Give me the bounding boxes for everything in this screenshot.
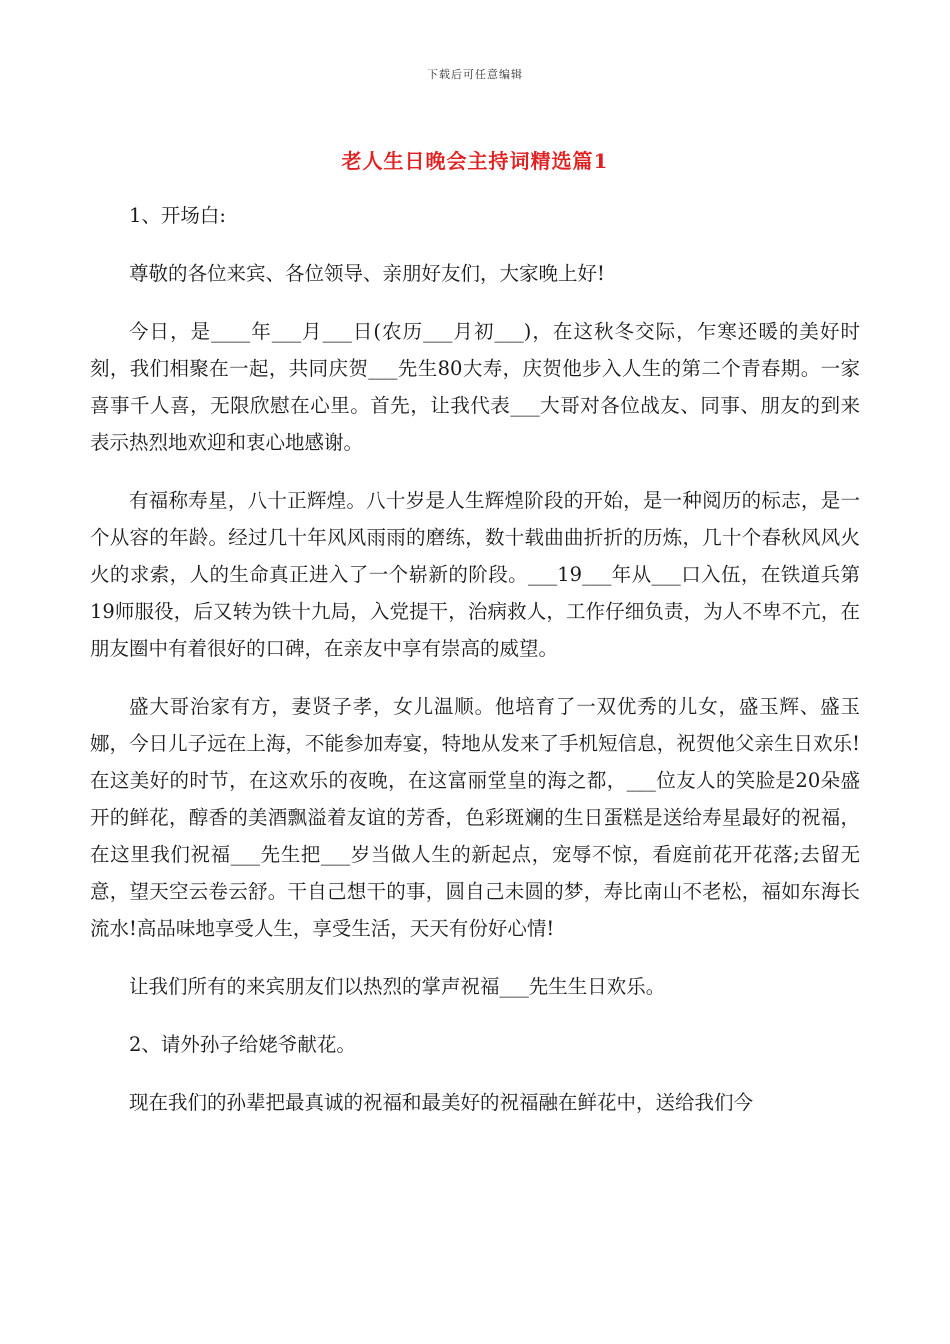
paragraph-greeting: 尊敬的各位来宾、各位领导、亲朋好友们，大家晚上好! <box>129 262 605 285</box>
paragraph-applause: 让我们所有的来宾朋友们以热烈的掌声祝福___先生生日欢乐。 <box>129 975 666 998</box>
paragraph-flower-heading: 2、请外孙子给姥爷献花。 <box>129 1033 356 1056</box>
paragraph-date-intro: 今日，是____年___月___日(农历___月初___)，在这秋冬交际，乍寒还暖的美好时刻，我们相聚在一起，共同庆贺___先生80大寿，庆贺他步入人生的第二个青春期。一家喜事千人喜，无限欣慰在心里。首先，让我代表___大哥对各位战友、同事、朋友的到来表示热烈地欢迎和衷心地感谢。 <box>90 320 860 454</box>
document-body <box>90 197 860 1142</box>
paragraph-family-blessing: 盛大哥治家有方，妻贤子孝，女儿温顺。他培育了一双优秀的儿女，盛玉辉、盛玉娜，今日儿子远在上海，不能参加寿宴，特地从发来了手机短信息，祝贺他父亲生日欢乐! 在这美好的时节，在这欢乐的夜晚，在这富丽堂皇的海之都，___位友人的笑脸是20朵盛开的鲜花，醇香的美酒飘溢着友谊的芳香，色彩斑斓的生日蛋糕是送给寿星最好的祝福，在这里我们祝福___先生把___岁当做人生的新起点，宠辱不惊，看庭前花开花落;去留无意，望天空云卷云舒。干自己想干的事，圆自己未圆的梦，寿比南山不老松，福如东海长流水!高品味地享受人生，享受生活，天天有份好心情! <box>90 695 860 940</box>
document-title: 老人生日晚会主持词精选篇1 <box>341 149 609 173</box>
paragraph-life-story: 有福称寿星，八十正辉煌。八十岁是人生辉煌阶段的开始，是一种阅历的标志，是一个从容的年龄。经过几十年风风雨雨的磨练，数十载曲曲折折的历炼，几十个春秋风风火火的求索，人的生命真正进入了一个崭新的阶段。___19___年从___口入伍，在铁道兵第19师服役，后又转为铁十九局，入党提干，治病救人，工作仔细负责，为人不卑不亢，在朋友圈中有着很好的口碑，在亲友中享有崇高的威望。 <box>90 489 860 660</box>
paragraph-opening-heading: 1、开场白: <box>129 204 226 227</box>
header-note: 下载后可任意编辑 <box>427 68 523 81</box>
paragraph-flower-text: 现在我们的孙辈把最真诚的祝福和最美好的祝福融在鲜花中，送给我们今 <box>129 1091 754 1114</box>
